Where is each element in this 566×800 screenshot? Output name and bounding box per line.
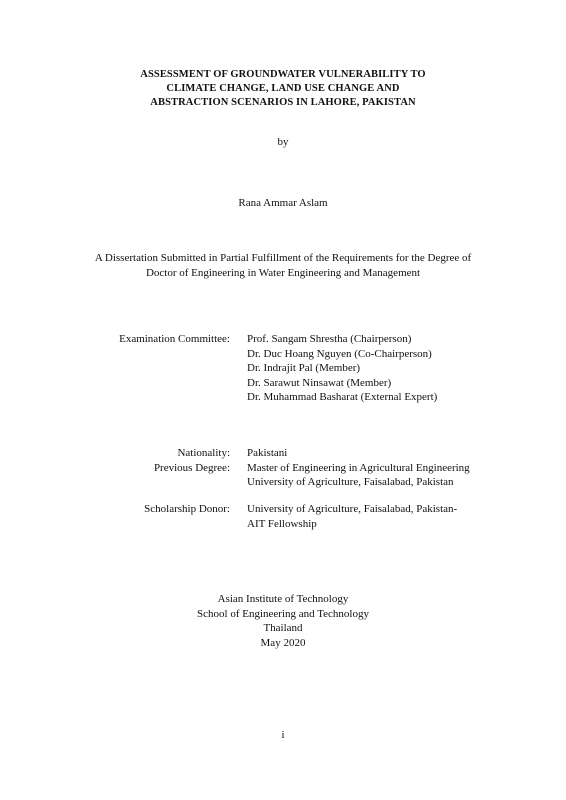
by-text: by — [277, 136, 289, 148]
institution-block — [0, 592, 566, 650]
nationality-value: Pakistani — [247, 447, 288, 459]
country: Thailand — [263, 622, 303, 634]
statement-line: Doctor of Engineering in Water Engineering and Management — [145, 267, 421, 279]
submission-date: May 2020 — [260, 636, 306, 649]
institution-name: Asian Institute of Technology — [217, 593, 349, 605]
dissertation-title — [0, 68, 566, 110]
scholarship-donor-line: University of Agriculture, Faisalabad, Pakistan- — [247, 503, 458, 515]
title-line: ABSTRACTION SCENARIOS IN LAHORE, PAKISTAN — [150, 97, 416, 108]
title-line: ASSESSMENT OF GROUNDWATER VULNERABILITY TO — [140, 69, 426, 80]
scholarship-donor-label: Scholarship Donor: — [144, 503, 230, 515]
committee-member: Dr. Sarawut Ninsawat (Member) — [247, 376, 392, 389]
committee-member: Dr. Indrajit Pal (Member) — [247, 362, 361, 374]
author-name: Rana Ammar Aslam — [238, 197, 328, 209]
committee-member: Prof. Sangam Shrestha (Chairperson) — [247, 333, 412, 345]
committee-members — [247, 332, 437, 405]
previous-degree-line: University of Agriculture, Faisalabad, Pakistan — [247, 476, 454, 488]
degree-statement — [0, 251, 566, 281]
nationality-label: Nationality: — [177, 447, 230, 459]
committee-member: Dr. Duc Hoang Nguyen (Co-Chairperson) — [247, 347, 432, 360]
statement-line: A Dissertation Submitted in Partial Fulfillment of the Requirements for the Degree of — [94, 252, 472, 264]
previous-degree-label: Previous Degree: — [153, 461, 230, 474]
scholarship-donor-values — [247, 502, 457, 531]
scholarship-donor-line: AIT Fellowship — [247, 517, 317, 530]
previous-degree-values — [247, 461, 470, 490]
nationality-value-block — [247, 446, 287, 461]
committee-label: Examination Committee: — [119, 333, 230, 345]
title-line: CLIMATE CHANGE, LAND USE CHANGE AND — [166, 83, 400, 94]
committee-member: Dr. Muhammad Basharat (External Expert) — [247, 391, 438, 403]
school-name: School of Engineering and Technology — [197, 607, 369, 620]
page-number: i — [281, 729, 285, 741]
previous-degree-line: Master of Engineering in Agricultural Engineering — [247, 461, 470, 474]
